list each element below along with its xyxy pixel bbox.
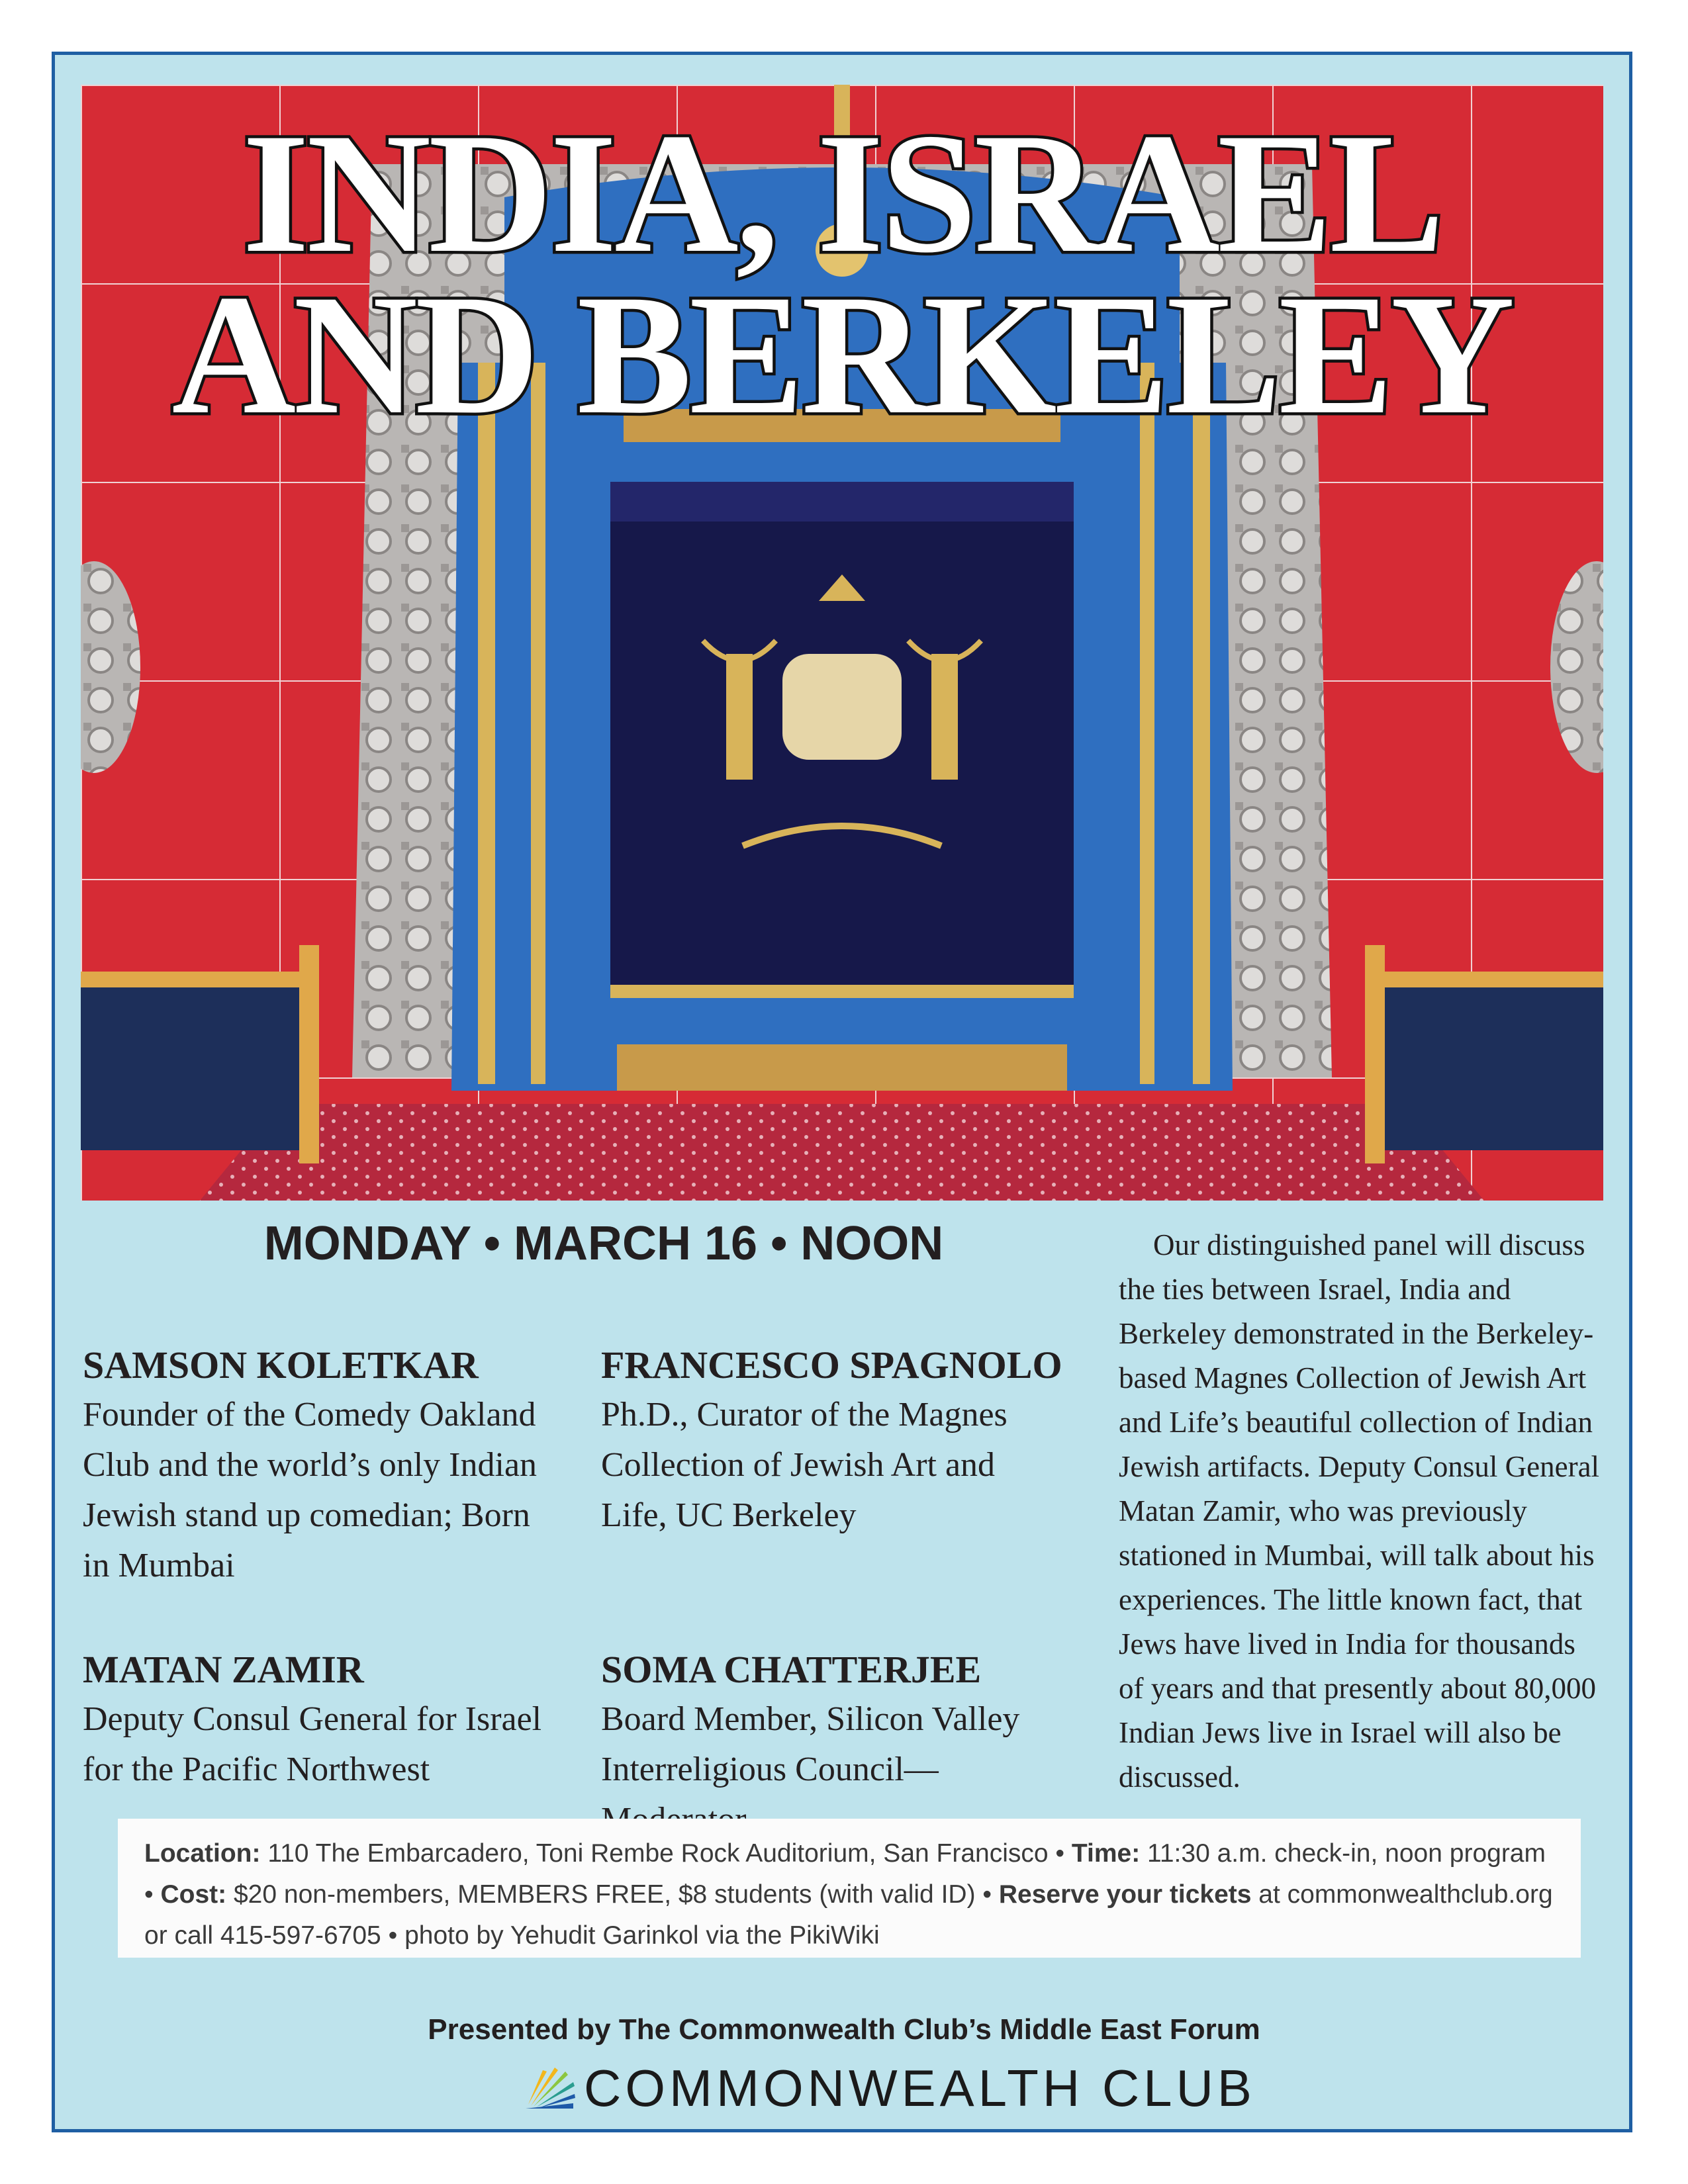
event-info-box xyxy=(118,1819,1581,1958)
location-label: Location: xyxy=(144,1839,261,1868)
speaker-name: SAMSON KOLETKAR xyxy=(83,1343,479,1387)
cost-value: $20 non-members, MEMBERS FREE, $8 students (with valid ID) • xyxy=(226,1880,999,1909)
reserve-value: at commonwealthclub.org or call 415-597-6705 • photo by Yehudit Garinkol via the PikiWiki xyxy=(144,1880,1553,1950)
speaker-chatterjee xyxy=(601,1648,1064,1845)
event-description: Our distinguished panel will discuss the ties between Israel, India and Berkeley demonstrated in the Berkeley-based Magnes Collection of Jewish Art and Life’s beautiful collection of Indian Jewish artifacts. Deputy Consul General Matan Zamir, who was previously stationed in Mumbai, will talk about his experiences. The little known fact, that Jews have lived in India for thousands of years and that presently about 80,000 Indian Jews live in Israel will also be discussed. xyxy=(1119,1228,1600,1794)
synagogue-ark-photo xyxy=(81,85,1603,1201)
event-date: MONDAY • MARCH 16 • NOON xyxy=(263,1217,944,1270)
time-value: 11:30 a.m. check-in, noon program • xyxy=(144,1839,1546,1909)
cost-label: Cost: xyxy=(160,1880,227,1909)
speaker-spagnolo xyxy=(601,1343,1064,1541)
title-line-1: INDIA, ISRAEL xyxy=(242,98,1442,289)
speaker-name: MATAN ZAMIR xyxy=(83,1648,364,1691)
commonwealth-club-logo xyxy=(510,2058,1256,2118)
speaker-description: Ph.D., Curator of the Magnes Collection of Jewish Art and Life, UC Berkeley xyxy=(601,1396,1008,1534)
poster-title xyxy=(81,98,1603,450)
reserve-label: Reserve your tickets xyxy=(998,1880,1252,1909)
time-label: Time: xyxy=(1071,1839,1141,1868)
commonwealth-sunburst-icon xyxy=(523,2065,576,2111)
presented-by: Presented by The Commonwealth Club’s Middle East Forum xyxy=(428,2013,1260,2046)
logo-wordmark: COMMONWEALTH CLUB xyxy=(584,2059,1256,2117)
speaker-koletkar xyxy=(83,1343,546,1591)
location-value: 110 The Embarcadero, Toni Rembe Rock Auditorium, San Francisco • xyxy=(260,1839,1072,1868)
speaker-description: Founder of the Comedy Oakland Club and the world’s only Indian Jewish stand up comedian; Born in Mumbai xyxy=(83,1396,538,1584)
speaker-name: FRANCESCO SPAGNOLO xyxy=(601,1343,1062,1387)
speaker-name: SOMA CHATTERJEE xyxy=(601,1648,982,1691)
title-line-2: AND BERKELEY xyxy=(171,259,1513,450)
speaker-description: Deputy Consul General for Israel for the Pacific Northwest xyxy=(83,1700,542,1788)
speaker-description: Board Member, Silicon Valley Interreligious Council— xyxy=(601,1700,1020,1788)
speaker-zamir xyxy=(83,1648,546,1795)
